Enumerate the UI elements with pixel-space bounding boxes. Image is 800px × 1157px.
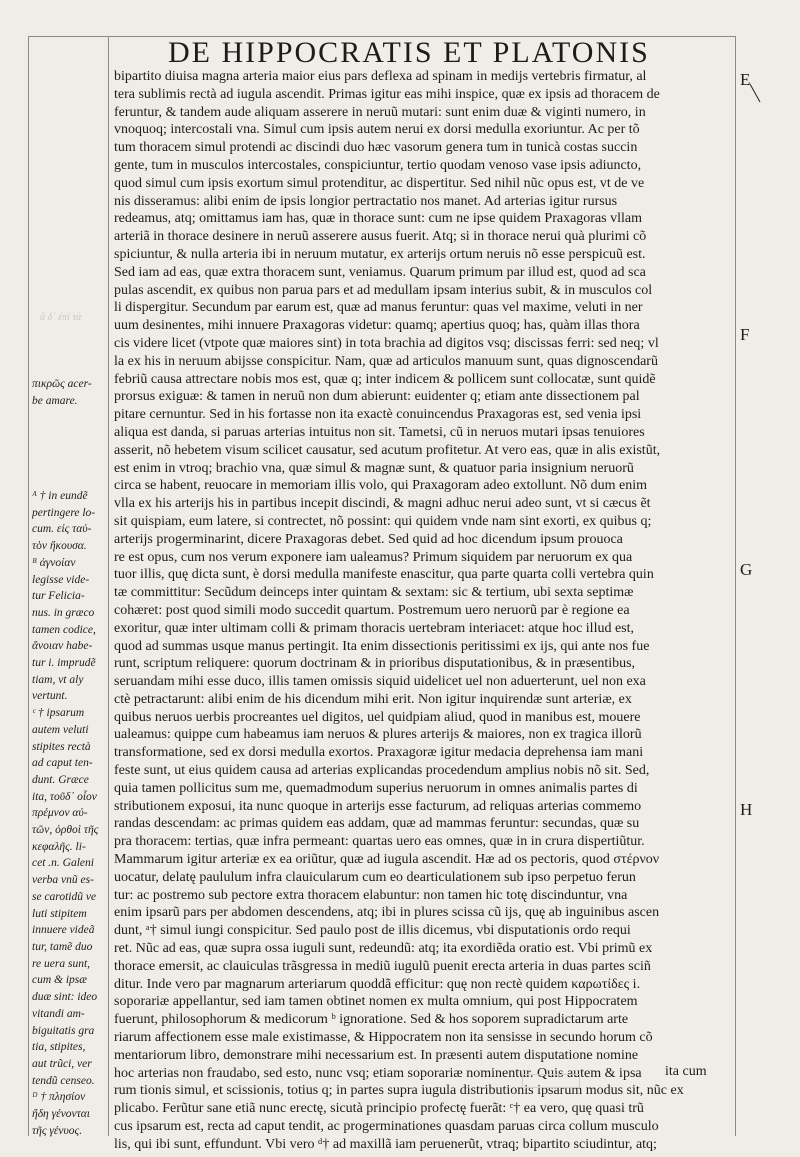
side-note-line: luti stipitem [32, 907, 87, 920]
text-line: fuerunt, philosophorum & medicorum ᵇ ignoratione. Sed & hos soporem supradictarum arte [114, 1012, 629, 1028]
text-line: transformatione, sed ex dorsi medulla exortos. Praxagoræ igitur medacia deprehensa iam mani [114, 745, 644, 761]
text-line: vlla ex his arterijs his in partibus incepit discindi, & magni adhuc nerui adeo sunt, vt si cæcus ẽt [114, 496, 651, 512]
text-line: tera sublimis rectà ad iugula ascendit. Primas igitur eas mihi inspice, quæ ex ipsis ad thoracem de [114, 86, 660, 102]
side-note-line: κεφαλῆς. li- [32, 840, 86, 853]
text-line: la ex his in neruum abijsse conspicitur. Nam, quæ ad articulos manuum sunt, quas dignoscendarũ [114, 353, 658, 369]
text-line: tum thoracem simul protendi ac discindi duo hæc vasorum genera tum in tunicà costas succin [114, 140, 638, 156]
side-note-line: τὸν ἥκουσα. [32, 540, 87, 553]
text-line: aliqua est danda, si paruas arterias intuitus non sit. Tametsi, cũ in neruos mutari ipsas tenuiores [114, 424, 645, 440]
side-note-line: ᴰ † πλησίον [32, 1091, 86, 1104]
running-head: DE HIPPOCRATIS ET PLATONIS [168, 36, 650, 69]
text-line: riarum affectionem esse male existimasse, & Hippocratem non ita sensisse in secundo horum cõ [114, 1030, 653, 1046]
text-line: soporariæ appellantur, sed iam tamen obtinet nomen ex multa omnium, qui post Hippocratem [114, 994, 638, 1010]
side-note-line: vertunt. [32, 690, 68, 703]
text-line: lis, qui ibi sunt, effundunt. Vbi vero ᵈ† ad maxillã iam peruenerũt, vtraq; bipartito sciudintur, atq; [114, 1136, 657, 1152]
margin-letter-g: G [740, 560, 753, 579]
text-line: tuor illis, quę dicta sunt, è dorsi medulla manifeste enascitur, qua parte quarta colli vertebra quin [114, 567, 654, 583]
text-line: tæ committitur: Secũdum deinceps inter quintam & sextam: sic & tertium, ubi sexta septimæ [114, 585, 634, 601]
text-line: vnoquoq; intercostali vna. Simul cum ipsis autem nerui ex dorsi medulla exoriuntur. Ac per tõ [114, 122, 640, 138]
text-line: uum desinentes, mihi innuere Praxagoras videtur: quamq; apertius quoq; has, quàm illas thora [114, 318, 640, 334]
text-line: feste sunt, ut eius quidem causa ad arterias explicandas procedendum amplius nobis nõ sit. Sed, [114, 763, 650, 779]
text-line: re est opus, cum nos verum exponere iam ualeamus? Primum siquidem par neruorum ex qua [114, 549, 633, 565]
side-note-line: tiam, vt aly [32, 673, 84, 686]
side-note-line: ἄνοιαν habe- [32, 640, 93, 653]
library-stamp [522, 1074, 580, 1088]
side-note-line: aut trũci, ver [32, 1057, 92, 1070]
margin-letter-e: E [740, 70, 751, 89]
text-line: tur: ac postremo sub pectore extra thoracem elabuntur: non tamen hic totę discinduntur, vna [114, 887, 628, 903]
faint-offset-note: ἃ δ᾽ ἐπὶ τὰ [40, 312, 82, 323]
side-note-line: pertingere lo- [32, 506, 96, 519]
text-line: mentariorum libro, demonstrare mihi necessarium est. In præsenti autem disputatione nomine [114, 1047, 639, 1063]
text-line: li dispergitur. Secundum par earum est, quæ ad manus feruntur: quas vel maxime, veluti in ner [114, 300, 643, 316]
side-note-line: tia, stipites, [32, 1041, 86, 1054]
side-note-line: nus. in græco [32, 606, 95, 619]
text-line: quod ad summas usque manus pertingit. Ita enim dissectionis peritissimi ex ijs, qui ante nos fue [114, 638, 650, 654]
margin-rule-inner [108, 36, 109, 1136]
side-note-line: biguitatis gra [32, 1024, 95, 1037]
text-line: seruandam mihi esse duco, illis tamen omissis siquid uidelicet uel non aduerterunt, uel non exa [114, 674, 646, 690]
text-line: quibus neruos uerbis procreantes uel digitos, uel quidpiam aliud, quod in manibus est, mouere [114, 709, 641, 725]
text-line: cohæret: post quod simili modo succedit quartum. Postremum uero neruorũ par è regione ea [114, 602, 630, 618]
text-line: arteriã in thorace desinere in neruũ asserere ausus fuerit. Atq; si in thorace nerui quà plurimi cõ [114, 229, 647, 245]
margin-letter-f: F [740, 325, 750, 344]
text-line: ret. Nũc ad eas, quæ supra ossa iuguli sunt, redeundũ: atq; ita exordiẽda oratio est. Vbi primũ ex [114, 941, 653, 957]
text-line: prorsus exiguæ: & tamen in neruũ non dum abierunt: euidenter q; etiam ante dissectionem pal [114, 389, 640, 405]
text-line: est enim in vtroq; brachio vna, quæ simul & magnæ sunt, & quatuor paria insignium neruorũ [114, 460, 634, 476]
side-note-line: τῆς γένυος. [32, 1124, 83, 1137]
text-line: arterijs progerminarint, dicere Praxagoras debet. Sed quid ad hoc dicendum ipsum prouoca [114, 531, 623, 547]
side-note-line: se carotidũ ve [32, 890, 97, 903]
side-note-line: legisse vide- [32, 573, 90, 586]
text-line: redeamus, atq; omittamus iam has, quæ in thorace sunt: cum ne ipse quidem Praxagoras vllam [114, 211, 642, 227]
side-note-line: vitandi am- [32, 1007, 85, 1020]
side-note-line: cum. εἰς ταὐ- [32, 523, 92, 536]
side-note-line: duæ sint: ideo [32, 991, 98, 1004]
text-line: quia tamen pollicitus sum me, quemadmodum superius neruorum in omnes animalis partes di [114, 780, 638, 796]
catchword: ita cum [665, 1064, 707, 1079]
text-line: enim ipsarũ pars per abdomen descendens, atq; ibi in plures scissa cũ ijs, quę ab inguinibus ascen [114, 905, 660, 921]
margin-letter-h: H [740, 800, 753, 819]
text-line: quod simul cum ipsis exortum simul protenditur, ac dispertitur. Sed nihil nũc opus est, vt de ve [114, 175, 645, 191]
text-line: Sed iam ad eas, quæ extra thoracem sunt, veniamus. Quarum primum par illud est, quod ad sca [114, 264, 646, 280]
side-note-line: tur i. imprudẽ [32, 657, 96, 670]
text-line: nis disseramus: alibi enim de ipsis longior pertractatio nos manet. Ad arterias igitur rursus [114, 193, 618, 209]
side-note-line: cet .n. Galeni [32, 857, 94, 870]
text-line: hoc arterias non fraudabo, sed esto, nunc vsq; etiam soporariæ nominentur. Quis autem & ipsa [114, 1065, 642, 1081]
side-notes-lower [32, 488, 106, 1139]
text-line: pulas ascendit, ex quibus non parua pars et ad medullam ipsam interius subit, & in musculos col [114, 282, 653, 298]
text-line: Mammarum igitur arteriæ ex ea oriũtur, quæ ad iugula ascendit. Hæ ad os pectoris, quod στέρνον [114, 852, 660, 868]
text-line: circa se habent, reuocare in memoriam illis volo, qui Praxagoram adeo extollunt. Nõ dum enim [114, 478, 648, 494]
side-note-line: be amare. [32, 394, 78, 407]
text-line: uocatur, delatę paululum infra clauicularum cum eo dearticulationem sub ipso perpetuo ferun [114, 869, 636, 885]
text-line: ctè petractarunt: alibi enim de his dicendum mihi erit. Non igitur inquirendæ sunt arteriæ, ex [114, 691, 632, 707]
side-note-line: autem veluti [32, 723, 89, 736]
side-note-line: innuere videã [32, 924, 95, 937]
side-note-line: tendũ censeo. [32, 1074, 95, 1087]
text-line: sit quispiam, eum latere, si contrectet, nõ possint: qui quidem vnde nam sint exorti, ex quibus q; [114, 513, 652, 529]
text-line: pitare cernuntur. Sed in his fortasse non ita exactè conuincendus Praxagoras est, sed venia ipsi [114, 407, 642, 423]
side-note-line: ἤδη γένονται [32, 1108, 90, 1121]
text-line: ditur. Inde vero par magnarum arteriarum quoddã efficitur: quę non rectè quidem καρωτίδες i. [114, 976, 641, 992]
side-note-line: ᴮ ἀγνοίαν [32, 556, 76, 569]
text-line: asserit, nõ hebetem visum scilicet causatur, sed acutum profitetur. At vero eas, quæ in alis existũt, [114, 442, 661, 458]
text-line: stributionem exposui, ita nunc quoque in arterijs esse facturum, ad reliquas arterias commemo [114, 798, 642, 814]
text-line: spiciuntur, & nulla arteria ibi in neruum mutatur, ex arterijs ortum neruis nõ esse perspicuũ est. [114, 246, 646, 262]
side-note-line: ad caput ten- [32, 757, 93, 770]
text-line: ualeamus: quippe cum habeamus iam neruos & plures arterijs & maiores, non ex tragica illorũ [114, 727, 642, 743]
text-line: febriũ causa attrectare nobis mos est, quæ q; inter indicem & pollicem sunt collocatæ, sunt quidẽ [114, 371, 656, 387]
text-line: rum tionis simul, et scissionis, totius q; in partes supra iugula distributionis ipsarum modus sit, nũc ex [114, 1083, 684, 1099]
margin-rule-right [735, 36, 736, 1136]
text-line: gente, tum in musculos intercostales, conspiciuntur, tertio quodam venoso vase ipsis adiuncto, [114, 157, 642, 173]
side-note-line: τῶν, ὀρθοὶ τῆς [32, 824, 99, 837]
side-note-line: πρέμνον αὐ- [32, 807, 88, 820]
side-notes-upper [32, 376, 106, 409]
side-note-line: tur, tamẽ duo [32, 940, 93, 953]
side-note-line: πικρῶς acer- [32, 378, 92, 390]
text-line: randas descendam: ac primas quidem eas addam, quæ ad mammas feruntur: secundas, quæ su [114, 816, 640, 832]
side-note-line: ita, τοῦδ᾽ οἷον [32, 790, 97, 803]
side-note-line: stipites rectà [32, 740, 91, 753]
side-note-line: tur Felicia- [32, 590, 85, 603]
margin-rule-left [28, 36, 29, 1136]
side-note-line: dunt. Græce [32, 773, 89, 786]
text-line: feruntur, & tandem aude aliquam asserere in neruũ mutari: sunt enim duæ & viginti numero, in [114, 104, 646, 120]
text-line: thorace emersit, ac clauiculas trãsgressa in mediũ iugulũ puenit erecta arteria in duas partes sciñ [114, 958, 651, 974]
margin-tick-icon [748, 82, 762, 104]
main-text-block [114, 68, 734, 1154]
side-note-line: tamen codice, [32, 623, 96, 636]
text-line: plicabo. Ferũtur sane etiã nunc erectę, sicutà principio profectę fuerãt: ᶜ† ea vero, quę quasi trũ [114, 1101, 644, 1117]
side-note-line: ᶜ † ipsarum [32, 707, 85, 720]
text-line: cis videre licet (vtpote quæ maiores sint) in tota brachia ad digitos vsq; discissas ferri: sed neq; vl [114, 335, 659, 351]
side-note-line: cum & ipsæ [32, 974, 87, 987]
text-line: dunt, ᵃ† simul iungi conspicitur. Sed paulo post de illis dicemus, vbi disputationis ordo requi [114, 923, 631, 939]
text-line: pra thoracem: tertias, quæ infra permeant: quartas uero eas omnes, quæ in in crura dispertiũtur. [114, 834, 645, 850]
side-note-line: ᴬ † in eundẽ [32, 490, 88, 502]
text-line: runt, scriptum reliquere: quorum doctrinam & in prioribus disputationibus, & in præsentibus, [114, 656, 636, 672]
side-note-line: verba vnũ es- [32, 874, 94, 887]
side-note-line: re uera sunt, [32, 957, 91, 970]
text-line: bipartito diuisa magna arteria maior eius pars deflexa ad spinam in medijs vertebris firmatur, al [114, 69, 647, 84]
text-line: exoritur, quæ inter ultimam colli & primam thoracis uertebram interiacet: atque hoc illud est, [114, 620, 635, 636]
text-line: cus ipsarum est, recta ad caput tendit, ac progerminationes quasdam paruas circa collum musculo [114, 1119, 659, 1135]
